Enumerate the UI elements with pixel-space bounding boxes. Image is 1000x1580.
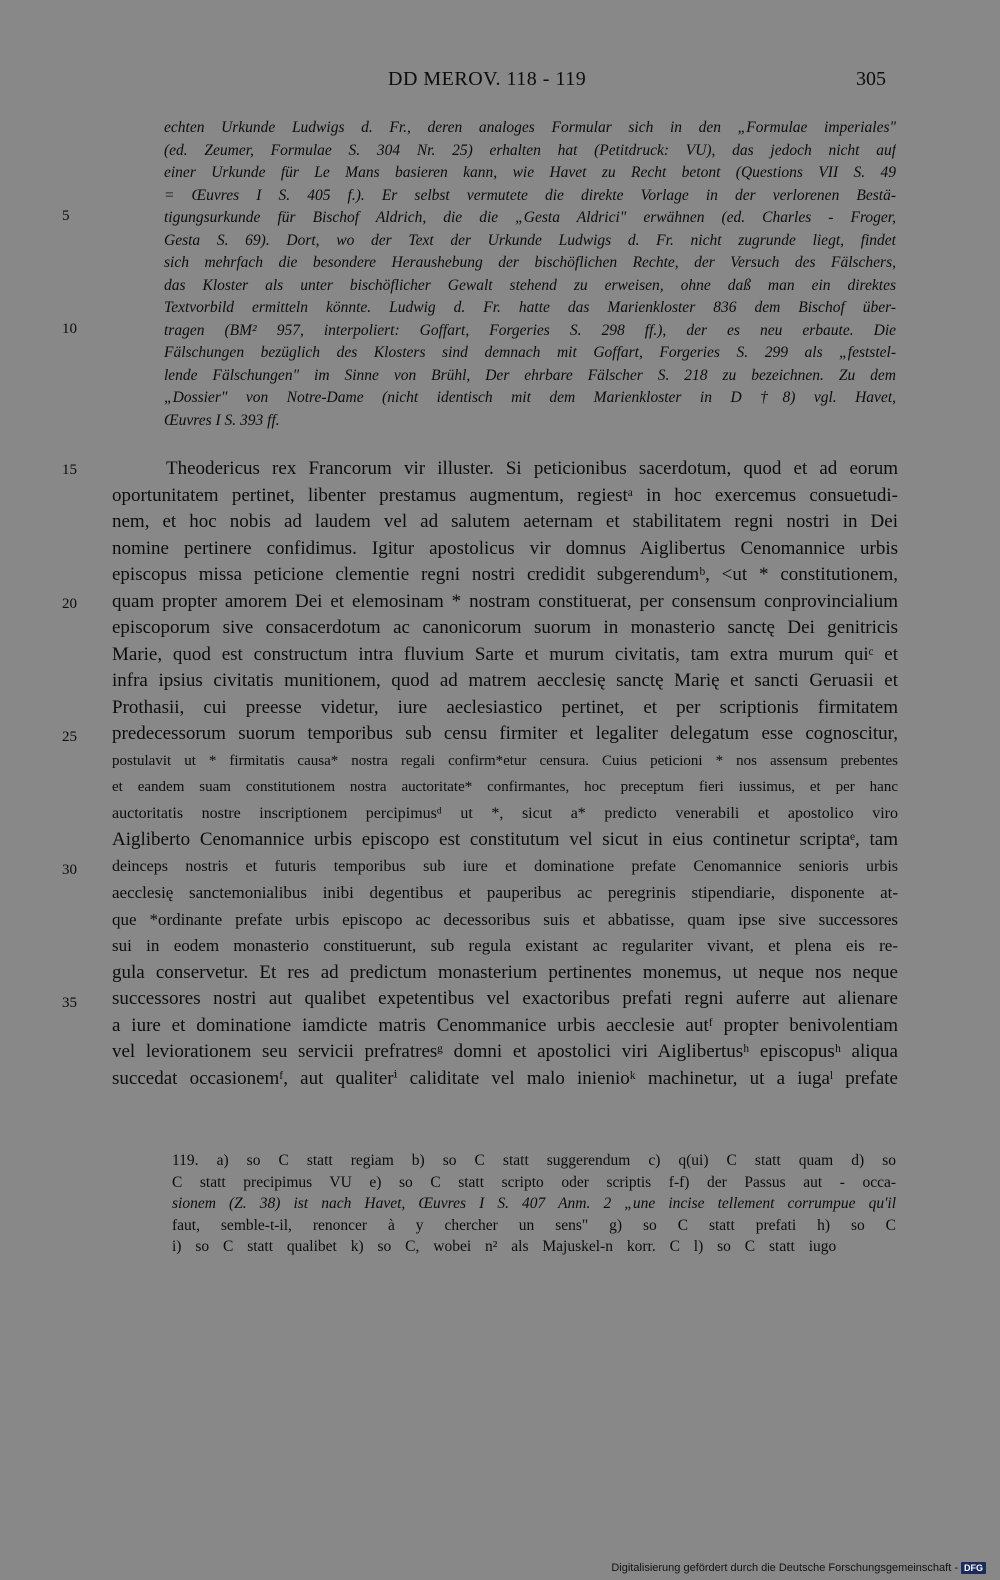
commentary-line: tragen (BM² 957, interpoliert: Goffart, Forgeries S. 298 ff.), der es neu erbaute. Die <box>164 321 896 339</box>
charter-line: Aigliberto Cenomannice urbis episcopo est constitutum vel sicut in eius continetur scriptaᵉ, tam <box>112 829 898 850</box>
line-number: 15 <box>62 462 77 478</box>
charter-line: predecessorum suorum temporibus sub censu firmiter et legaliter delegatum esse cognoscitur, <box>112 723 898 744</box>
line-number: 35 <box>62 995 77 1011</box>
charter-line: sui in eodem monasterio constituerunt, sub regula existant ac regulariter vivant, et plena eis re- <box>112 936 898 955</box>
charter-line: Marie, quod est constructum intra fluvium Sarte et murum civitatis, tam extra murum quiᶜ et <box>112 643 898 665</box>
line-number: 20 <box>62 596 77 612</box>
charter-line: oportunitatem pertinet, libenter prestamus augmentum, regiestᵃ in hoc exercemus consuetudi- <box>112 484 898 506</box>
apparatus-line: sionem (Z. 38) ist nach Havet, Œuvres I S. 407 Anm. 2 „une incise tellement corrumpue qu'il <box>172 1195 896 1212</box>
line-number: 5 <box>62 208 70 224</box>
charter-line: vel leviorationem seu servicii prefratresᵍ domni et apostolici viri Aiglibertusʰ episcopusʰ aliqua <box>112 1041 898 1062</box>
charter-line: auctoritatis nostre inscriptionem percipimusᵈ ut *, sicut a* predicto venerabili et apostolico viro <box>112 804 898 822</box>
charter-line: aecclesię sanctemonialibus inibi degentibus et pauperibus ac peregrinis stipendiarie, disponente at- <box>112 883 898 902</box>
apparatus-line: i) so C statt qualibet k) so C, wobei n² als Majuskel-n korr. C l) so C statt iugo <box>172 1238 837 1255</box>
line-number: 25 <box>62 729 77 745</box>
commentary-line: das Kloster als unter bischöflicher Gewalt stehend zu erweisen, ohne daß man ein direktes <box>164 276 896 294</box>
charter-line: Prothasii, cui preesse videtur, iure aeclesiastico pertinet, et per scriptionis firmitatem <box>112 696 898 718</box>
charter-line: gula conservetur. Et res ad predictum monasterium pertinentes monemus, ut neque nos neque <box>112 961 898 983</box>
commentary-line: echten Urkunde Ludwigs d. Fr., deren analoges Formular sich in den „Formulae imperiales" <box>164 119 896 136</box>
charter-line: a iure et dominatione iamdicte matris Cenommanice urbis aecclesie autᶠ propter benivolentiam <box>112 1014 898 1036</box>
commentary-line: lende Fälschungen" im Sinne von Brühl, Der ehrbare Fälscher S. 218 zu bezeichnen. Zu dem <box>164 366 896 384</box>
commentary-line: Fälschungen bezüglich des Klosters sind demnach mit Goffart, Forgeries S. 299 als „feststel- <box>164 344 896 361</box>
commentary-block <box>164 117 896 432</box>
charter-line: quam propter amorem Dei et elemosinam * nostram constituerat, per consensum conprovincialium <box>112 590 898 612</box>
commentary-line: tigungsurkunde für Bischof Aldrich, die die „Gesta Aldrici" erwähnen (ed. Charles - Froger, <box>164 209 896 226</box>
running-header: DD MEROV. 118 - 119 <box>388 68 587 90</box>
commentary-line: = Œuvres I S. 405 f.). Er selbst vermutete die direkte Vorlage in der verlorenen Bestä- <box>164 186 896 204</box>
charter-line: nomine pertinere confidimus. Igitur apostolicus vir domnus Aiglibertus Cenomannice urbis <box>112 537 898 559</box>
charter-line: postulavit ut * firmitatis causa* nostra regali confirm*etur censura. Cuius peticioni * nos assensum prebentes <box>112 752 898 769</box>
charter-text <box>112 456 898 1092</box>
charter-line: succedat occasionemᶠ, aut qualiterⁱ caliditate vel malo inienioᵏ machinetur, ut a iugaˡ prefate <box>112 1067 898 1089</box>
funding-note: Digitalisierung gefördert durch die Deutsche Forschungsgemeinschaft - <box>611 1562 958 1574</box>
charter-line: et eandem suam constitutionem nostra auctoritate* confirmantes, hoc preceptum fieri iussimus, et per hanc <box>112 779 898 795</box>
critical-apparatus <box>172 1150 896 1258</box>
charter-line: que *ordinante prefate urbis episcopo ac decessoribus suis et abbatisse, quam ipse sive successores <box>112 909 898 929</box>
commentary-line: Gesta S. 69). Dort, wo der Text der Urkunde Ludwigs d. Fr. nicht zugrunde liegt, findet <box>164 231 896 249</box>
dfg-logo-icon: DFG <box>961 1562 986 1574</box>
charter-line: Theodericus rex Francorum vir illuster. Si peticionibus sacerdotum, quod et ad eorum <box>166 458 898 479</box>
commentary-line: einer Urkunde für Le Mans basieren kann, wie Havet zu Recht betont (Questions VII S. 49 <box>164 164 896 181</box>
line-number: 30 <box>62 862 77 878</box>
commentary-line: Textvorbild ermitteln könnte. Ludwig d. Fr. hatte das Marienkloster 836 dem Bischof über- <box>164 299 896 316</box>
apparatus-line: 119. a) so C statt regiam b) so C statt suggerendum c) q(ui) C statt quam d) so <box>172 1152 896 1169</box>
charter-line: episcoporum sive consacerdotum ac canonicorum suorum in monasterio sanctę Dei genitricis <box>112 617 898 638</box>
apparatus-line: C statt precipimus VU e) so C statt scripto oder scriptis f-f) der Passus aut - occa- <box>172 1173 896 1191</box>
page-number: 305 <box>856 68 886 90</box>
charter-line: successores nostri aut qualibet expetentibus vel exactoribus prefati regni auferre aut alienare <box>112 988 898 1009</box>
charter-line: infra ipsius civitatis munitionem, quod ad matrem aecclesię sanctę Marię et sancti Geruasii et <box>112 670 898 691</box>
commentary-line: (ed. Zeumer, Formulae S. 304 Nr. 25) erhalten hat (Petitdruck: VU), das jedoch nicht auf <box>164 141 896 159</box>
charter-line: deinceps nostris et futuris temporibus sub iure et dominatione prefate Cenomannice senioris urbis <box>112 857 898 875</box>
charter-line: episcopus missa peticione clementie regni nostri credidit subgerendumᵇ, <ut * constitutionem, <box>112 564 898 585</box>
commentary-line: sich mehrfach die besondere Heraushebung der bischöflichen Rechte, der Versuch des Fälschers, <box>164 254 896 271</box>
charter-line: nem, et hoc nobis ad laudem vel ad salutem aeternam et stabilitatem regni nostri in Dei <box>112 511 898 532</box>
commentary-line: Œuvres I S. 393 ff. <box>164 411 280 429</box>
line-number: 10 <box>62 321 77 337</box>
commentary-line: „Dossier" von Notre-Dame (nicht identisch mit dem Marienkloster in D †8) vgl. Havet, <box>164 389 896 406</box>
apparatus-line: faut, semble-t-il, renoncer à y chercher un sens" g) so C statt prefati h) so C <box>172 1216 896 1234</box>
funding-footer <box>611 1562 986 1574</box>
